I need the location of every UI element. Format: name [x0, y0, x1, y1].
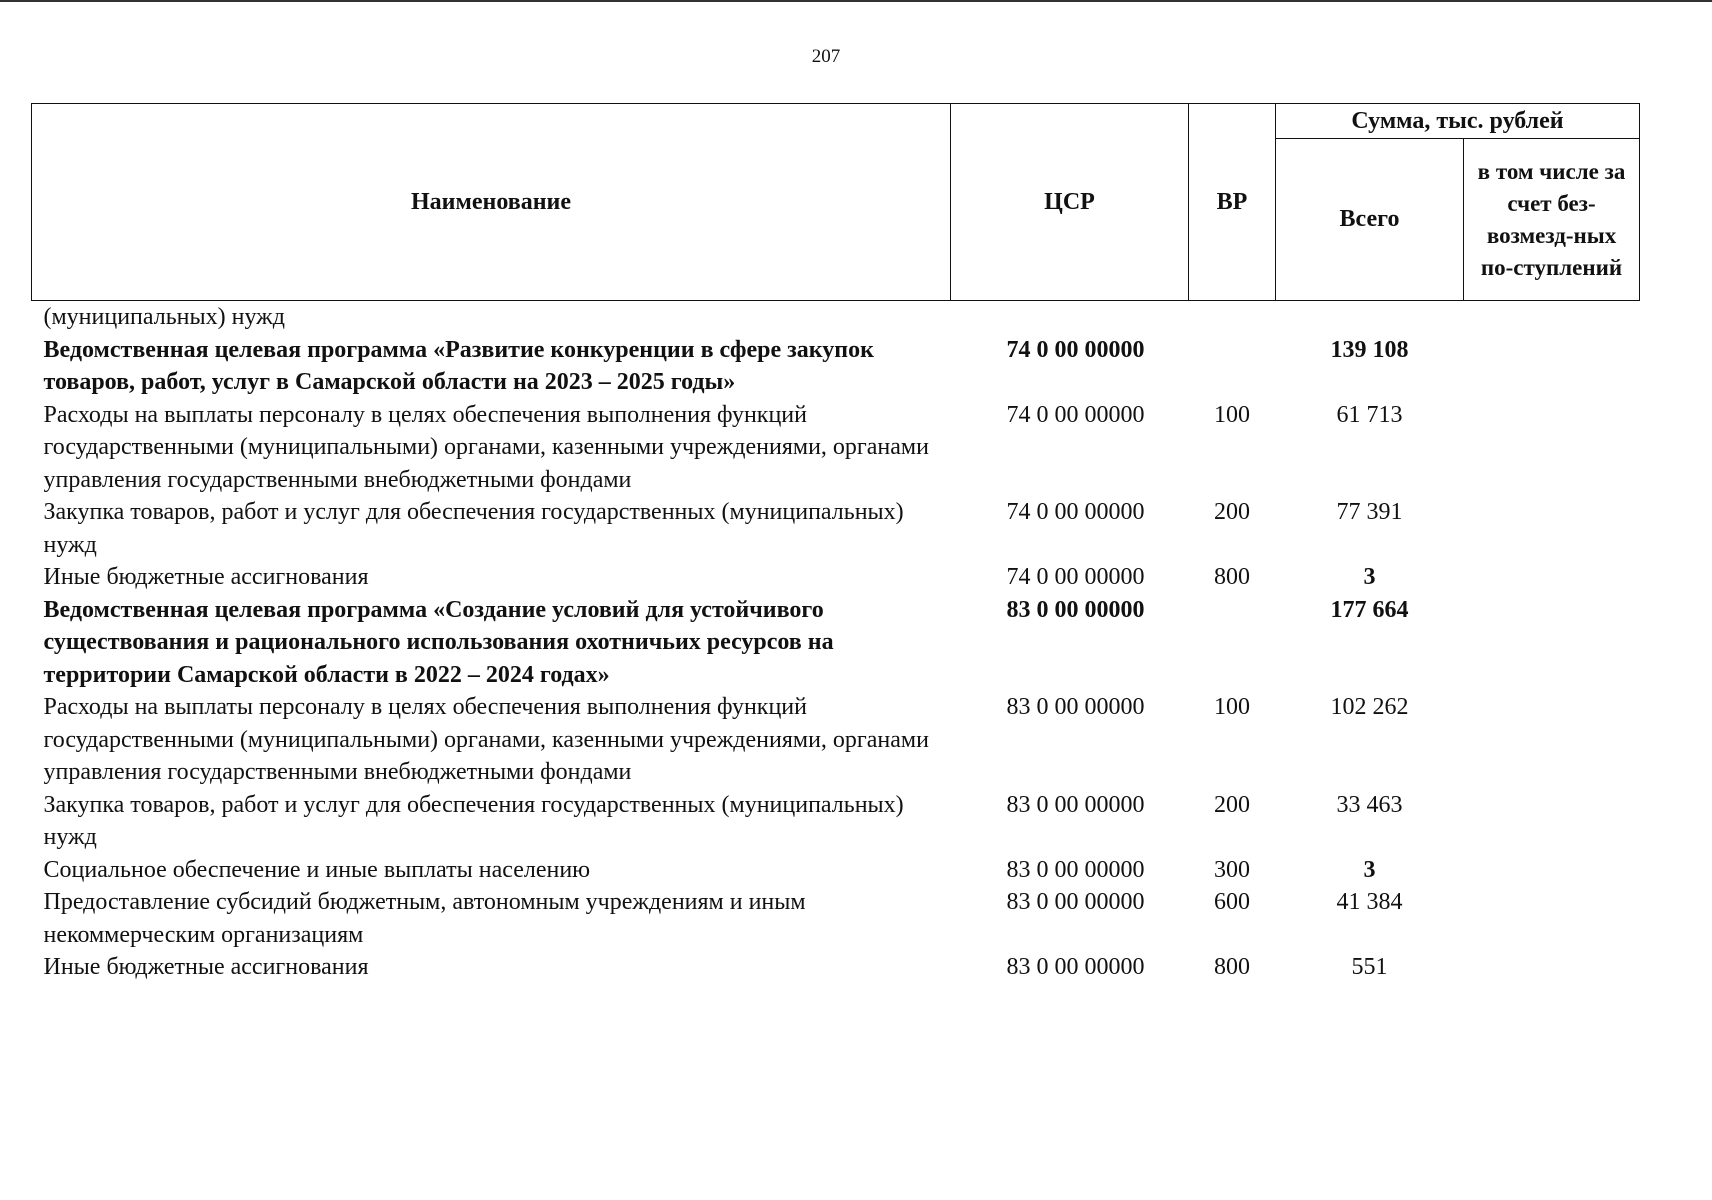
header-name: Наименование [32, 104, 951, 301]
row-csr: 74 0 00 00000 [1006, 401, 1145, 428]
row-free [1464, 561, 1640, 594]
row-csr: 74 0 00 00000 [1006, 336, 1145, 363]
table-row [32, 854, 1640, 887]
row-total: 139 108 [1330, 336, 1409, 363]
budget-table [31, 103, 1640, 984]
row-csr: 74 0 00 00000 [1006, 564, 1145, 590]
table-row [32, 951, 1640, 984]
row-name: Иные бюджетные ассигнования [43, 954, 369, 980]
row-name: Расходы на выплаты персоналу в целях обеспечения выполнения функций государственными (муниципальными) органами, казенными учреждениями, органами управления государственными внебюджетными фондами [43, 694, 929, 785]
row-vr [1189, 594, 1276, 692]
row-free [1464, 854, 1640, 887]
row-name: Предоставление субсидий бюджетным, автономным учреждениям и иным некоммерческим организациям [43, 889, 806, 948]
table-row [32, 334, 1640, 399]
row-csr [951, 301, 1189, 334]
row-name: Закупка товаров, работ и услуг для обеспечения государственных (муниципальных) нужд [43, 499, 904, 558]
row-vr: 300 [1214, 856, 1250, 883]
row-free [1464, 334, 1640, 399]
header-sum: Сумма, тыс. рублей [1276, 104, 1640, 139]
row-vr: 100 [1214, 401, 1250, 428]
row-free [1464, 399, 1640, 497]
row-csr: 83 0 00 00000 [1006, 856, 1145, 883]
row-vr [1189, 301, 1276, 334]
top-rule [0, 0, 1712, 2]
row-name: Ведомственная целевая программа «Создание условий для устойчивого существования и рационального использования охотничьих ресурсов на территории Самарской области в 2022 – 2024 годах» [43, 596, 834, 688]
row-total [1276, 301, 1464, 334]
row-free [1464, 886, 1640, 951]
row-total: 102 262 [1330, 694, 1409, 720]
row-free [1464, 496, 1640, 561]
header-vr: ВР [1189, 104, 1276, 301]
row-total: 61 713 [1336, 401, 1403, 428]
row-name: Ведомственная целевая программа «Развитие конкуренции в сфере закупок товаров, работ, услуг в Самарской области на 2023 – 2025 годы» [43, 336, 874, 395]
row-vr: 100 [1214, 694, 1250, 720]
row-vr: 200 [1214, 499, 1250, 525]
row-vr [1189, 334, 1276, 399]
row-vr: 800 [1214, 564, 1250, 590]
row-vr: 200 [1214, 791, 1250, 818]
row-vr: 800 [1214, 954, 1250, 980]
row-total: 77 391 [1336, 499, 1403, 525]
row-total: 41 384 [1336, 889, 1403, 915]
row-csr: 83 0 00 00000 [1006, 954, 1145, 980]
table-row [32, 594, 1640, 692]
row-csr: 83 0 00 00000 [1006, 596, 1145, 623]
row-vr: 600 [1214, 889, 1250, 915]
row-free [1464, 301, 1640, 334]
row-name: Иные бюджетные ассигнования [43, 564, 369, 590]
row-csr: 83 0 00 00000 [1006, 889, 1145, 915]
row-name: Расходы на выплаты персоналу в целях обеспечения выполнения функций государственными (муниципальными) органами, казенными учреждениями, органами управления государственными внебюджетными фондами [43, 401, 929, 493]
row-name: Социальное обеспечение и иные выплаты населению [43, 856, 591, 883]
row-free [1464, 951, 1640, 984]
row-total: 177 664 [1330, 596, 1409, 623]
header-csr: ЦСР [951, 104, 1189, 301]
table-row [32, 789, 1640, 854]
row-total: 33 463 [1336, 791, 1403, 818]
header-total: Всего [1276, 139, 1464, 301]
row-free [1464, 691, 1640, 789]
table-row [32, 886, 1640, 951]
row-csr: 74 0 00 00000 [1006, 499, 1145, 525]
row-total: 3 [1363, 856, 1376, 883]
row-name: (муниципальных) нужд [43, 304, 285, 330]
table-row [32, 399, 1640, 497]
row-total: 551 [1351, 954, 1388, 980]
row-csr: 83 0 00 00000 [1006, 791, 1145, 818]
table-row [32, 691, 1640, 789]
table-row [32, 496, 1640, 561]
row-name: Закупка товаров, работ и услуг для обеспечения государственных (муниципальных) нужд [43, 791, 904, 850]
table-row [32, 561, 1640, 594]
table-row [32, 301, 1640, 334]
table-body [32, 301, 1640, 984]
row-free [1464, 789, 1640, 854]
row-free [1464, 594, 1640, 692]
row-total: 3 [1363, 564, 1376, 590]
row-csr: 83 0 00 00000 [1006, 694, 1145, 720]
table-header [32, 104, 1640, 301]
page-number: 207 [811, 46, 841, 67]
header-free: в том числе за счет без-возмезд-ных по-ступлений [1464, 139, 1640, 301]
